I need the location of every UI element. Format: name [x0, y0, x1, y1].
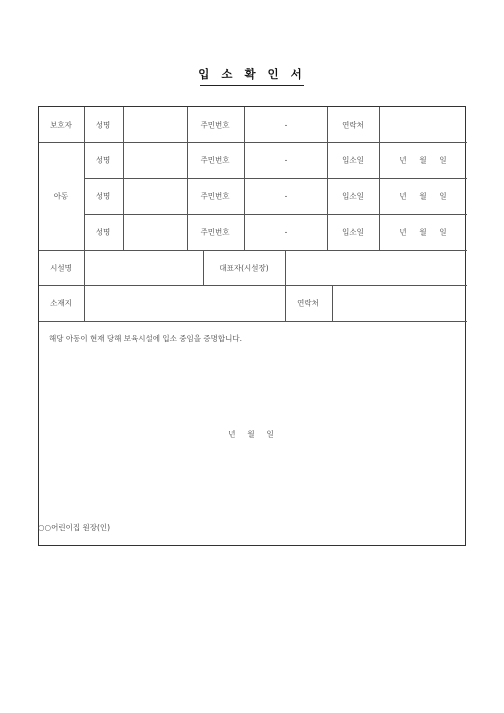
column-divider [123, 107, 124, 250]
row-divider [39, 142, 467, 143]
facility-address-label: 소재지 [50, 298, 72, 308]
child-admission-label: 입소일 [342, 155, 364, 165]
row-divider [39, 321, 467, 322]
guardian-contact-label: 연락처 [342, 120, 364, 130]
child-id-label: 주민번호 [200, 191, 230, 201]
row-divider [39, 250, 467, 251]
column-divider [244, 107, 245, 250]
certification-date: 년 월 일 [228, 429, 274, 439]
column-divider [84, 107, 85, 250]
guardian-label: 보호자 [50, 120, 72, 130]
document-title: 입 소 확 인 서 [198, 67, 306, 81]
child-id-label: 주민번호 [200, 155, 230, 165]
certification-signature: ○○어린이집 원장(인) [38, 523, 111, 532]
child-label: 아동 [53, 191, 69, 201]
guardian-name-label: 성명 [95, 120, 111, 130]
column-divider [332, 285, 333, 321]
child-admission-label: 입소일 [342, 227, 364, 237]
child-id-separator: - [284, 155, 288, 165]
child-admission-date: 년 월 일 [399, 227, 447, 237]
facility-name-label: 시설명 [50, 263, 72, 273]
child-admission-date: 년 월 일 [399, 191, 447, 201]
child-id-label: 주민번호 [200, 227, 230, 237]
child-name-label: 성명 [95, 227, 111, 237]
column-divider [379, 107, 380, 250]
guardian-id-label: 주민번호 [200, 120, 230, 130]
row-divider [84, 214, 467, 215]
row-divider [39, 285, 467, 286]
child-admission-date: 년 월 일 [399, 155, 447, 165]
child-admission-label: 입소일 [342, 191, 364, 201]
column-divider [285, 285, 286, 321]
row-divider [84, 178, 467, 179]
facility-contact-label: 연락처 [297, 298, 319, 308]
guardian-name-field[interactable] [125, 110, 185, 140]
certification-statement: 해당 아동이 현재 당해 보육시설에 입소 중임을 증명합니다. [49, 334, 242, 343]
child-name-label: 성명 [95, 155, 111, 165]
guardian-contact-field[interactable] [383, 110, 463, 140]
child-name-label: 성명 [95, 191, 111, 201]
column-divider [327, 107, 328, 250]
column-divider [203, 250, 204, 285]
certificate-form [38, 106, 466, 546]
title-underline [200, 85, 304, 86]
column-divider [187, 107, 188, 250]
column-divider [84, 285, 85, 321]
column-divider [84, 250, 85, 285]
child-id-separator: - [284, 227, 288, 237]
child-id-separator: - [284, 191, 288, 201]
facility-representative-label: 대표자(시설장) [219, 263, 269, 273]
column-divider [285, 250, 286, 285]
guardian-id-separator: - [284, 120, 288, 130]
